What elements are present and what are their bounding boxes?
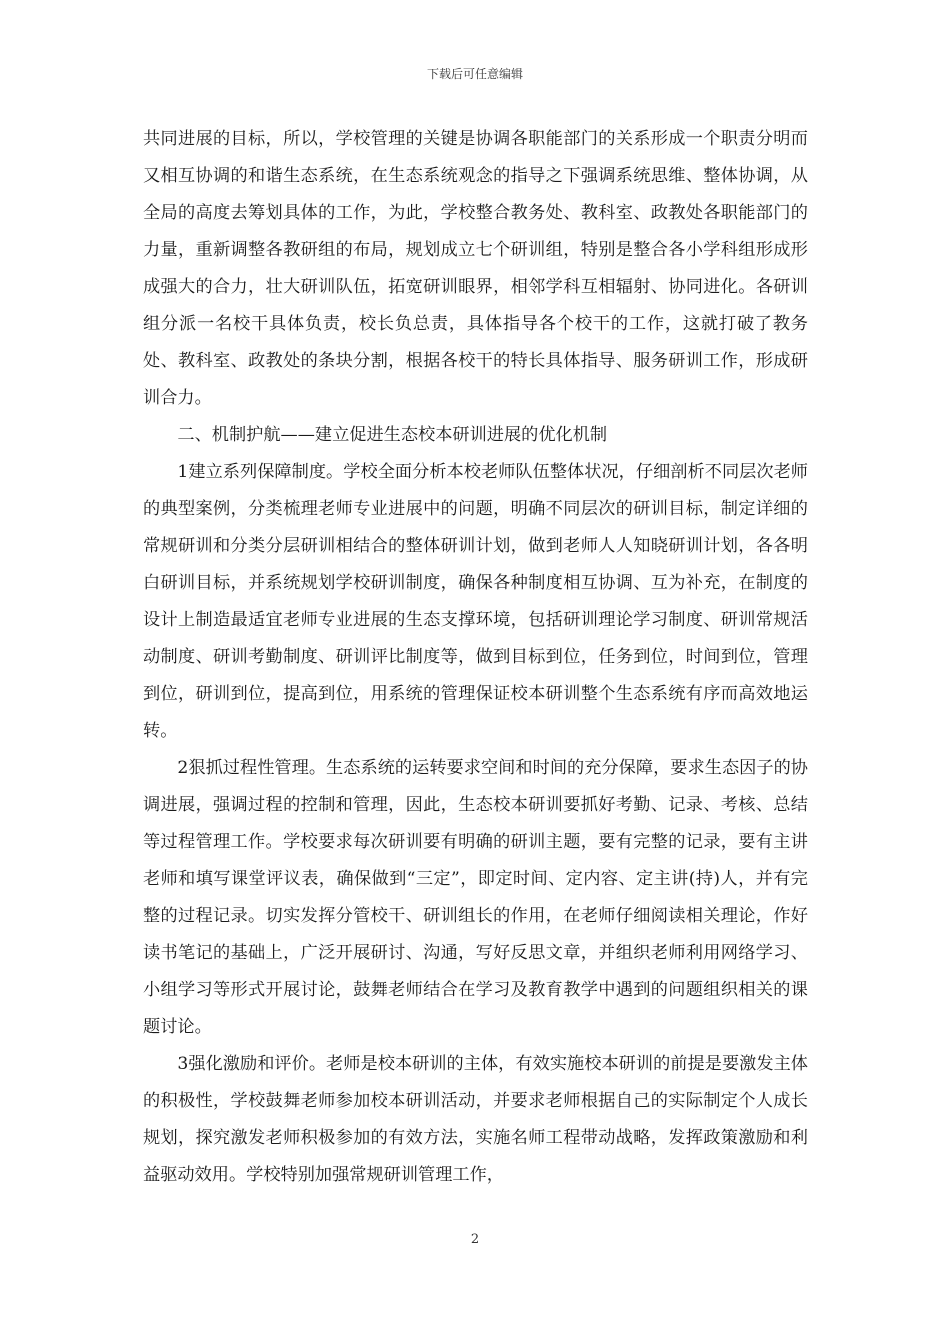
document-body (143, 121, 808, 1194)
page-number: 2 (470, 1232, 480, 1247)
paragraph-continuation: 共同进展的目标，所以，学校管理的关键是协调各职能部门的关系形成一个职责分明而又相互协调的和谐生态系统，在生态系统观念的指导之下强调系统思维、整体协调，从全局的高度去筹划具体的工作，为此，学校整合教务处、教科室、政教处各职能部门的力量，重新调整各教研组的布局，规划成立七个研训组，特别是整合各小学科组形成形成强大的合力，壮大研训队伍，拓宽研训眼界，相邻学科互相辐射、协同进化。各研训组分派一名校干具体负责，校长负总责，具体指导各个校干的工作，这就打破了教务处、教科室、政教处的条块分割，根据各校干的特长具体指导、服务研训工作，形成研训合力。 (143, 129, 808, 408)
section-heading: 二、机制护航——建立促进生态校本研训进展的优化机制 (177, 425, 608, 445)
paragraph-process-management: 2狠抓过程性管理。生态系统的运转要求空间和时间的充分保障，要求生态因子的协调进展，强调过程的控制和管理，因此，生态校本研训要抓好考勤、记录、考核、总结等过程管理工作。学校要求每次研训要有明确的研训主题，要有完整的记录，要有主讲老师和填写课堂评议表，确保做到“三定”，即定时间、定内容、定主讲(持)人，并有完整的过程记录。切实发挥分管校干、研训组长的作用，在老师仔细阅读相关理论，作好读书笔记的基础上，广泛开展研讨、沟通，写好反思文章，并组织老师利用网络学习、小组学习等形式开展讨论，鼓舞老师结合在学习及教育教学中遇到的问题组织相关的课题讨论。 (143, 758, 808, 1037)
paragraph-incentive-evaluation: 3强化激励和评价。老师是校本研训的主体，有效实施校本研训的前提是要激发主体的积极性，学校鼓舞老师参加校本研训活动，并要求老师根据自己的实际制定个人成长规划，探究激发老师积极参加的有效方法，实施名师工程带动战略，发挥政策激励和利益驱动效用。学校特别加强常规研训管理工作， (143, 1054, 808, 1185)
page-header: 下载后可任意编辑 (426, 67, 523, 81)
paragraph-guarantee-system: 1建立系列保障制度。学校全面分析本校老师队伍整体状况，仔细剖析不同层次老师的典型案例，分类梳理老师专业进展中的问题，明确不同层次的研训目标，制定详细的常规研训和分类分层研训相结合的整体研训计划，做到老师人人知晓研训计划，各各明白研训目标，并系统规划学校研训制度，确保各种制度相互协调、互为补充，在制度的设计上制造最适宜老师专业进展的生态支撑环境，包括研训理论学习制度、研训常规活动制度、研训考勤制度、研训评比制度等，做到目标到位，任务到位，时间到位，管理到位，研训到位，提高到位，用系统的管理保证校本研训整个生态系统有序而高效地运转。 (143, 462, 808, 741)
